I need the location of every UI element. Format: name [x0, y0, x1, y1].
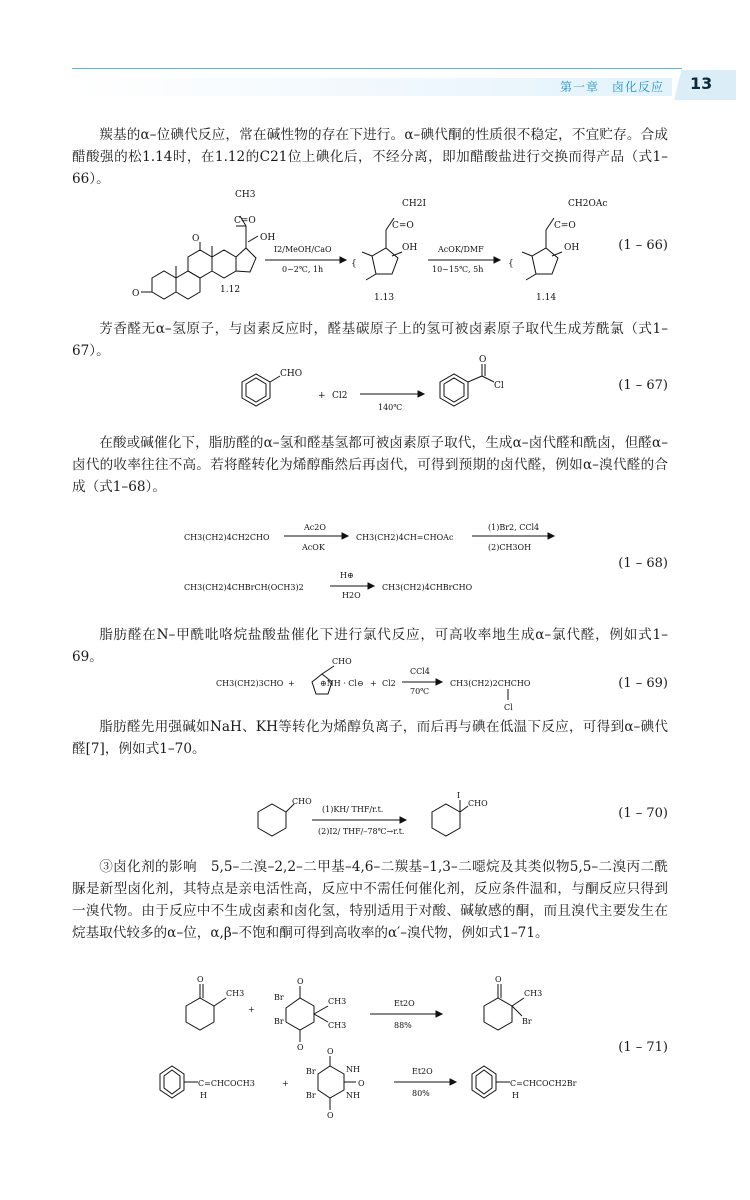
- svg-text:1.14: 1.14: [536, 293, 557, 303]
- arrow-70: [312, 817, 406, 823]
- arrow-71-2: [394, 1079, 456, 1085]
- svg-text:80%: 80%: [412, 1089, 430, 1098]
- svg-text:NH: NH: [346, 1091, 360, 1100]
- arrow-2: [428, 257, 500, 263]
- scheme-1-68: [180, 516, 600, 602]
- svg-text:O: O: [495, 975, 502, 984]
- svg-text:NH: NH: [346, 1065, 360, 1074]
- scheme-1-67: [230, 354, 530, 420]
- paragraph-3: 在酸或碱催化下，脂肪醛的α–氢和醛基氢都可被卤素原子取代，生成α–卤代醛和酰卤，但醛α–卤代的收率往往不高。若将醛转化为烯醇酯然后再卤代，可得到预期的卤代醛，例如α–溴代醛的合成（式1–68）。: [72, 435, 668, 495]
- svg-text:CHO: CHO: [292, 797, 312, 806]
- equation-label-1-67: (1 – 67): [618, 378, 668, 393]
- svg-text:10~15℃, 5h: 10~15℃, 5h: [432, 265, 484, 274]
- paragraph-5: 脂肪醛先用强碱如NaH、KH等转化为烯醇负离子，而后再与碘在低温下反应，可得到α–碘代醛[7]，例如式1–70。: [72, 719, 668, 757]
- header-rule: [72, 68, 682, 69]
- bromo-ketone: [484, 984, 524, 1030]
- svg-text:Br: Br: [274, 1017, 284, 1026]
- svg-text:Br: Br: [306, 1067, 316, 1076]
- arrow-67: [360, 391, 424, 397]
- svg-text:Br: Br: [522, 1017, 532, 1026]
- page-number: 13: [690, 74, 713, 93]
- svg-text:Cl: Cl: [494, 381, 504, 391]
- svg-text:(1)KH/ THF/r.t.: (1)KH/ THF/r.t.: [322, 805, 384, 814]
- svg-text:Cl: Cl: [504, 703, 513, 712]
- arrow-71-1: [370, 1011, 442, 1017]
- svg-text:O: O: [297, 1043, 304, 1052]
- svg-text:CHO: CHO: [332, 657, 352, 666]
- bromomethyl-enone: [472, 1066, 510, 1098]
- svg-text:AcOK: AcOK: [302, 543, 325, 552]
- svg-text:(2)I2/ THF/–78℃→r.t.: (2)I2/ THF/–78℃→r.t.: [318, 827, 405, 836]
- svg-text:C=CHCOCH2Br: C=CHCOCH2Br: [510, 1079, 577, 1088]
- svg-text:O: O: [192, 234, 200, 244]
- svg-text:C=O: C=O: [234, 216, 256, 226]
- svg-text:+: +: [318, 391, 326, 401]
- iodo-aldehyde: [432, 800, 468, 836]
- svg-text:O: O: [297, 977, 304, 986]
- svg-text:OH: OH: [260, 233, 276, 243]
- svg-text:CH3: CH3: [235, 190, 256, 200]
- svg-text:C=O: C=O: [554, 221, 576, 231]
- svg-text:C=CHCOCH3: C=CHCOCH3: [198, 1079, 255, 1088]
- svg-text:Cl2: Cl2: [382, 679, 396, 688]
- svg-text:O: O: [358, 1079, 365, 1088]
- svg-text:CH3: CH3: [226, 989, 245, 998]
- svg-text:140℃: 140℃: [378, 403, 403, 412]
- benzalacetone: [160, 1066, 198, 1098]
- paragraph-4: 脂肪醛在N–甲酰吡咯烷盐酸盐催化下进行氯代反应，可高收率地生成α–氯代醛，例如式1–69。: [72, 627, 668, 665]
- svg-text:O: O: [479, 355, 487, 365]
- svg-text:O: O: [327, 1111, 334, 1120]
- svg-text:CH3(CH2)4CHBrCH(OCH3)2: CH3(CH2)4CHBrCH(OCH3)2: [184, 583, 304, 592]
- svg-text:CH3: CH3: [328, 1021, 347, 1030]
- svg-text:{: {: [508, 259, 514, 269]
- svg-text:(1)Br2, CCl4: (1)Br2, CCl4: [488, 523, 540, 532]
- svg-text:CH3(CH2)4CHBrCHO: CH3(CH2)4CHBrCHO: [382, 583, 473, 592]
- arrow-68-3: [330, 583, 374, 589]
- svg-text:0~2℃, 1h: 0~2℃, 1h: [282, 265, 324, 274]
- svg-text:(2)CH3OH: (2)CH3OH: [488, 543, 532, 552]
- svg-text:H2O: H2O: [342, 591, 361, 600]
- arrow-68-2: [472, 533, 554, 539]
- svg-text:Ac2O: Ac2O: [304, 523, 326, 532]
- chapter-title: 第一章 卤化反应: [559, 80, 664, 94]
- svg-text:⊕NH · Cl⊖: ⊕NH · Cl⊖: [320, 679, 364, 688]
- svg-text:CHO: CHO: [280, 369, 303, 379]
- svg-text:+: +: [288, 679, 295, 688]
- svg-text:Et2O: Et2O: [412, 1067, 433, 1076]
- svg-text:+: +: [248, 1005, 255, 1014]
- compound-1-12: 1.12: [220, 285, 241, 295]
- svg-text:OH: OH: [402, 243, 418, 253]
- svg-text:CH3(CH2)3CHO: CH3(CH2)3CHO: [216, 679, 284, 688]
- arrow-69: [402, 679, 442, 685]
- steroid-skeleton: [141, 216, 258, 299]
- scheme-1-66: [132, 186, 620, 310]
- equation-label-1-69: (1 – 69): [618, 676, 668, 691]
- scheme-1-69: [214, 654, 544, 718]
- svg-text:CH3(CH2)4CH2CHO: CH3(CH2)4CH2CHO: [184, 533, 270, 542]
- paragraph-1: 羰基的α–位碘代反应，常在碱性物的存在下进行。α–碘代酮的性质很不稳定，不宜贮存。合成醋酸强的松1.14时，在1.12的C21位上碘化后，不经分离，即加醋酸盐进行交换而得产品（式1–66）。: [72, 127, 668, 187]
- svg-text:Cl2: Cl2: [332, 391, 348, 401]
- paragraph-6: ③卤化剂的影响 5,5–二溴–2,2–二甲基–4,6–二羰基–1,3–二噁烷及其类似物5,5–二溴丙二酰脲是新型卤化剂，其特点是亲电活性高，反应中不需任何催化剂，反应条件温和，与酮反应只得到一溴代物。由于反应中不生成卤素和卤化氢，特别适用于对酸、碱敏感的酮，而且溴代主要发生在烷基取代较多的α–位，α,β–不饱和酮可得到高收率的α′–溴代物，例如式1–71。: [72, 859, 668, 941]
- equation-label-1-68: (1 – 68): [618, 556, 668, 571]
- svg-text:CH3(CH2)2CHCHO: CH3(CH2)2CHCHO: [450, 679, 531, 688]
- svg-text:C=O: C=O: [392, 221, 414, 231]
- arrow-68-1: [284, 533, 348, 539]
- svg-text:CHO: CHO: [468, 799, 488, 808]
- equation-label-1-71: (1 – 71): [618, 1040, 668, 1055]
- benzoyl-chloride: [440, 364, 494, 406]
- methylcyclohexanone: [186, 984, 226, 1030]
- svg-text:Et2O: Et2O: [394, 999, 415, 1008]
- svg-text:CH2I: CH2I: [402, 199, 427, 209]
- svg-text:CH3: CH3: [328, 997, 347, 1006]
- svg-text:O: O: [197, 975, 204, 984]
- svg-text:+: +: [370, 679, 377, 688]
- svg-text:CH3: CH3: [524, 989, 543, 998]
- benzaldehyde-ring: [242, 374, 280, 406]
- scheme-1-71: [150, 966, 577, 1126]
- paragraph-2: 芳香醛无α–氢原子，与卤素反应时，醛基碳原子上的氢可被卤素原子取代生成芳酰氯（式1–67）。: [72, 321, 668, 359]
- arrow-1: [265, 257, 346, 263]
- svg-text:70℃: 70℃: [410, 687, 430, 696]
- svg-text:O: O: [327, 1047, 334, 1056]
- svg-text:OH: OH: [564, 243, 580, 253]
- scheme-1-70: [246, 788, 516, 852]
- svg-text:H: H: [200, 1091, 207, 1100]
- svg-text:CH2OAc: CH2OAc: [568, 199, 608, 209]
- svg-text:O: O: [132, 289, 140, 299]
- svg-text:I: I: [457, 791, 461, 800]
- svg-text:I2/MeOH/CaO: I2/MeOH/CaO: [274, 245, 332, 254]
- dibromo-dioxane: [286, 986, 328, 1042]
- svg-text:H: H: [512, 1091, 519, 1100]
- svg-text:1.13: 1.13: [374, 293, 395, 303]
- svg-text:+: +: [282, 1079, 289, 1088]
- equation-label-1-70: (1 – 70): [618, 806, 668, 821]
- svg-text:CCl4: CCl4: [410, 667, 430, 676]
- svg-text:CH3(CH2)4CH=CHOAc: CH3(CH2)4CH=CHOAc: [356, 533, 454, 542]
- equation-label-1-66: (1 – 66): [618, 238, 668, 253]
- cyclohexanecarbaldehyde: [258, 804, 294, 836]
- svg-text:AcOK/DMF: AcOK/DMF: [438, 245, 484, 254]
- svg-text:Br: Br: [306, 1091, 316, 1100]
- svg-text:88%: 88%: [394, 1021, 412, 1030]
- bracket-left: {: [351, 259, 357, 269]
- svg-text:H⊕: H⊕: [340, 571, 354, 580]
- svg-text:Br: Br: [274, 993, 284, 1002]
